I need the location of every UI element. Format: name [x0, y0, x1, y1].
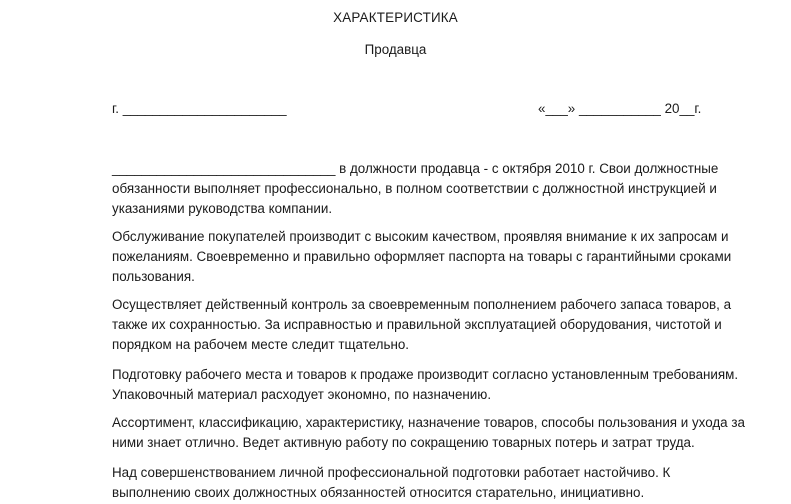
document-subtitle: Продавца — [364, 42, 427, 57]
document-title: ХАРАКТЕРИСТИКА — [333, 10, 458, 25]
paragraph-product-knowledge: Ассортимент, классификацию, характеристику, назначение товаров, способы пользования и ухода за ними знает отлично. Ведет активную работу по сокращению товарных потерь и затрат труда. — [112, 415, 745, 450]
paragraph-position: ______________________________ в должности продавца - с октября 2010 г. Свои должностные обязанности выполняет профессионально, в полном соответствии с должностной инструкцией и указаниями руководства компании. — [112, 161, 719, 216]
paragraph-workplace-prep: Подготовку рабочего места и товаров к продаже производит согласно установленным требованиям. Упаковочный материал расходует экономно, по назначению. — [112, 367, 739, 402]
paragraph-customer-service: Обслуживание покупателей производит с высоким качеством, проявляя внимание к их запросам и пожеланиям. Своевременно и правильно оформляет паспорта на товары с гарантийными сроками пользования. — [112, 229, 732, 284]
paragraph-professional-development: Над совершенствованием личной профессиональной подготовки работает настойчиво. К выполнению своих должностных обязанностей относится старательно, инициативно. — [112, 465, 671, 500]
paragraph-stock-control: Осуществляет действенный контроль за своевременным пополнением рабочего запаса товаров, а также их сохранностью. За исправностью и правильной эксплуатацией оборудования, чистотой и порядком на рабочем месте следит тщательно. — [112, 297, 732, 352]
date-field-line: «___» ___________ 20__г. — [538, 101, 702, 116]
city-field-line: г. ______________________ — [112, 101, 287, 116]
